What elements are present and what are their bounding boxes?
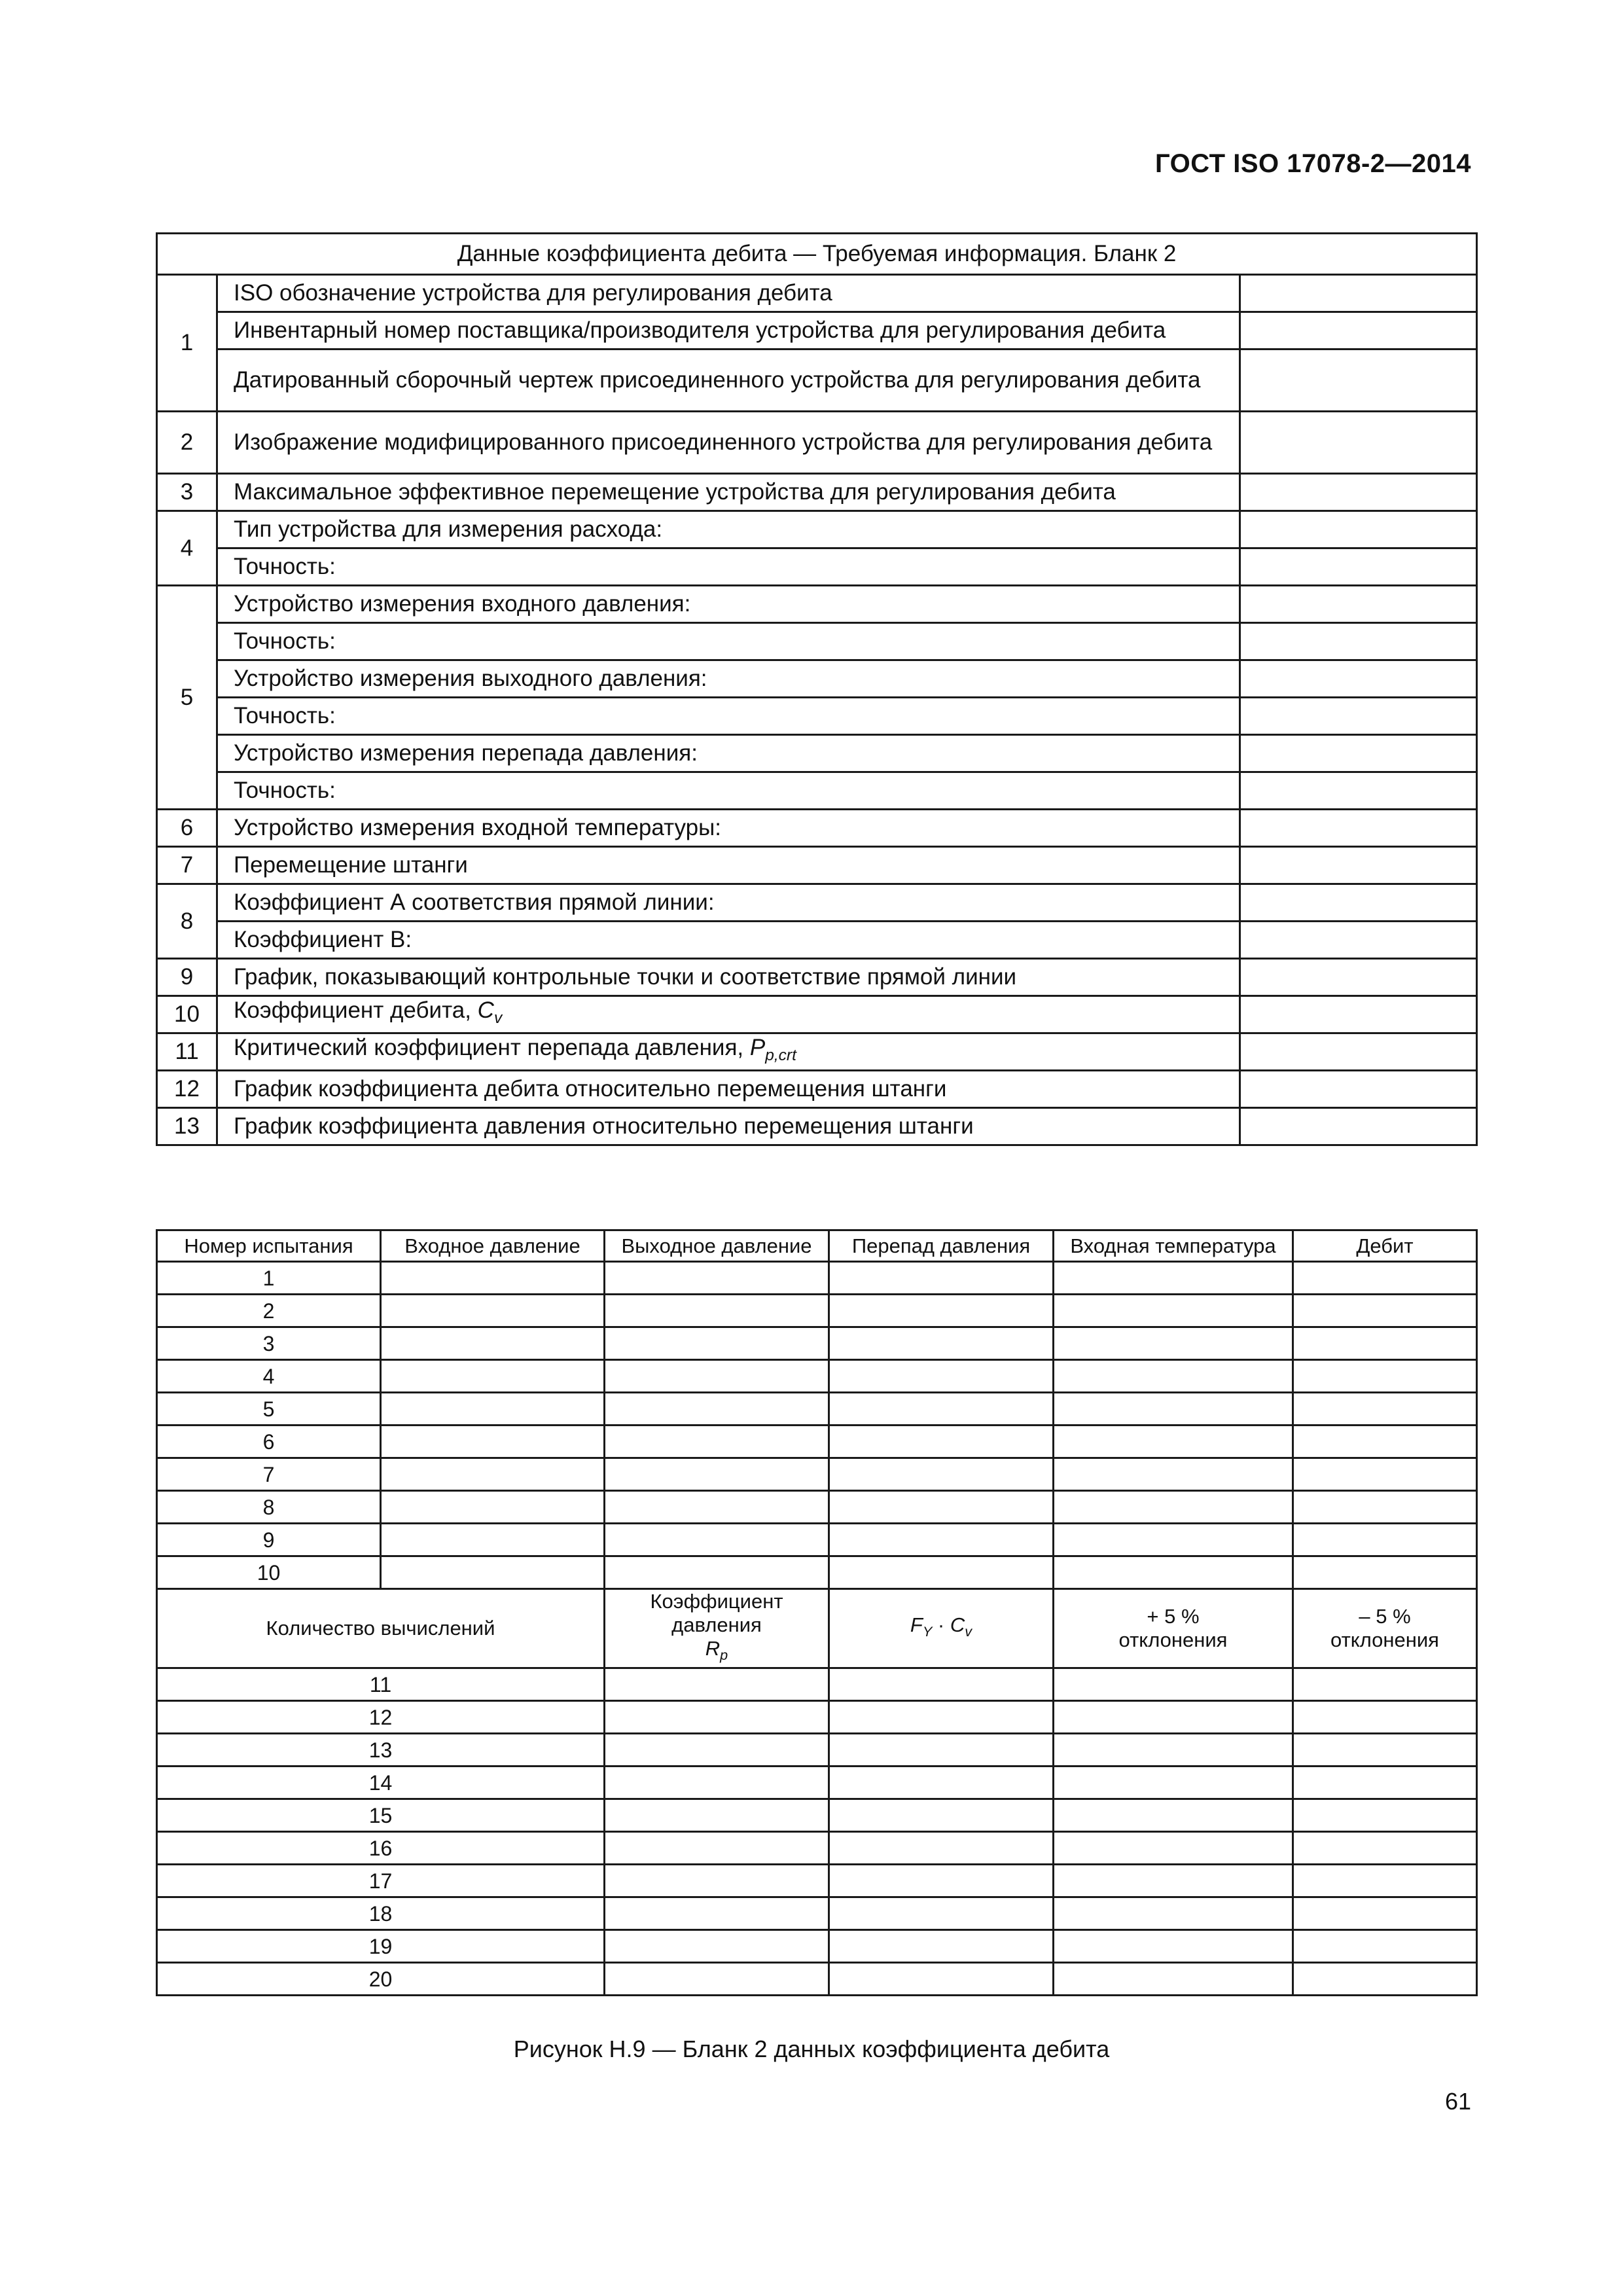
calc-number: 16 <box>157 1832 605 1865</box>
test-number: 6 <box>157 1426 381 1458</box>
figure-caption: Рисунок Н.9 — Бланк 2 данных коэффициента дебита <box>513 2036 1110 2062</box>
calc-number: 14 <box>157 1767 605 1799</box>
entry-field[interactable] <box>1240 884 1477 922</box>
form-row <box>157 1033 1477 1071</box>
entry-cell[interactable] <box>605 1734 829 1767</box>
entry-cell[interactable] <box>1293 1360 1477 1393</box>
entry-cell[interactable] <box>605 1491 829 1524</box>
entry-cell[interactable] <box>381 1262 605 1295</box>
test-number: 3 <box>157 1327 381 1360</box>
row-label: Датированный сборочный чертеж присоединенного устройства для регулирования дебита <box>217 350 1240 412</box>
row-label: Точность: <box>217 772 1240 810</box>
entry-field[interactable] <box>1240 412 1477 474</box>
entry-cell[interactable] <box>829 1701 1054 1734</box>
row-number: 1 <box>157 275 217 412</box>
entry-field[interactable] <box>1240 698 1477 735</box>
row-number: 6 <box>157 810 217 847</box>
form-row <box>157 623 1477 660</box>
form-row <box>157 996 1477 1033</box>
entry-cell[interactable] <box>381 1295 605 1327</box>
row-label: График коэффициента дебита относительно перемещения штанги <box>217 1071 1240 1108</box>
entry-cell[interactable] <box>1293 1734 1477 1767</box>
entry-cell[interactable] <box>605 1701 829 1734</box>
fy-cv-header <box>829 1589 1054 1668</box>
column-header: Выходное давление <box>605 1230 829 1262</box>
entry-cell[interactable] <box>381 1360 605 1393</box>
entry-cell[interactable] <box>1054 1524 1293 1556</box>
document-header: ГОСТ ISO 17078-2—2014 <box>1155 149 1471 178</box>
entry-cell[interactable] <box>605 1930 829 1963</box>
test-row <box>157 1262 1477 1295</box>
row-label: Коэффициент А соответствия прямой линии: <box>217 884 1240 922</box>
calc-row <box>157 1734 1477 1767</box>
entry-cell[interactable] <box>381 1556 605 1589</box>
cv-subscript: v <box>965 1623 972 1640</box>
row-number: 2 <box>157 412 217 474</box>
form-row <box>157 922 1477 959</box>
row-label: Устройство измерения выходного давления: <box>217 660 1240 698</box>
form-row <box>157 884 1477 922</box>
row-number: 11 <box>157 1033 217 1071</box>
calc-row <box>157 1930 1477 1963</box>
entry-field[interactable] <box>1240 996 1477 1033</box>
test-row <box>157 1393 1477 1426</box>
entry-cell[interactable] <box>1054 1393 1293 1426</box>
rp-symbol: R <box>705 1637 721 1660</box>
calc-header-row <box>157 1589 1477 1668</box>
entry-cell[interactable] <box>829 1556 1054 1589</box>
entry-cell[interactable] <box>1054 1360 1293 1393</box>
row-label: Тип устройства для измерения расхода: <box>217 511 1240 548</box>
entry-cell[interactable] <box>829 1767 1054 1799</box>
row-number: 3 <box>157 474 217 511</box>
entry-cell[interactable] <box>829 1930 1054 1963</box>
entry-cell[interactable] <box>1054 1491 1293 1524</box>
entry-cell[interactable] <box>1293 1262 1477 1295</box>
entry-cell[interactable] <box>1293 1963 1477 1996</box>
cv-symbol: C <box>950 1613 965 1636</box>
entry-field[interactable] <box>1240 1071 1477 1108</box>
column-header: Перепад давления <box>829 1230 1054 1262</box>
test-row <box>157 1360 1477 1393</box>
entry-cell[interactable] <box>829 1295 1054 1327</box>
entry-cell[interactable] <box>605 1767 829 1799</box>
test-row <box>157 1524 1477 1556</box>
entry-field[interactable] <box>1240 1033 1477 1071</box>
entry-cell[interactable] <box>1054 1963 1293 1996</box>
entry-cell[interactable] <box>1054 1556 1293 1589</box>
entry-cell[interactable] <box>605 1393 829 1426</box>
entry-cell[interactable] <box>381 1327 605 1360</box>
row-number: 4 <box>157 511 217 586</box>
row-label: Точность: <box>217 698 1240 735</box>
calc-row <box>157 1799 1477 1832</box>
entry-cell[interactable] <box>605 1556 829 1589</box>
test-number: 10 <box>157 1556 381 1589</box>
calc-number: 18 <box>157 1897 605 1930</box>
entry-cell[interactable] <box>605 1832 829 1865</box>
calc-row <box>157 1897 1477 1930</box>
form-row <box>157 275 1477 312</box>
rp-line1: Коэффициент <box>650 1590 783 1613</box>
form-row <box>157 698 1477 735</box>
entry-cell[interactable] <box>829 1327 1054 1360</box>
row-number: 10 <box>157 996 217 1033</box>
fy-dot: · <box>932 1613 950 1636</box>
entry-cell[interactable] <box>1054 1930 1293 1963</box>
entry-cell[interactable] <box>1054 1701 1293 1734</box>
entry-cell[interactable] <box>1054 1799 1293 1832</box>
entry-cell[interactable] <box>1293 1458 1477 1491</box>
column-header: Дебит <box>1293 1230 1477 1262</box>
test-number: 5 <box>157 1393 381 1426</box>
entry-cell[interactable] <box>381 1524 605 1556</box>
symbol-subscript: v <box>493 1009 503 1027</box>
plus-line2: отклонения <box>1118 1628 1228 1652</box>
calc-number: 11 <box>157 1668 605 1701</box>
entry-field[interactable] <box>1240 660 1477 698</box>
entry-cell[interactable] <box>1054 1458 1293 1491</box>
test-number: 2 <box>157 1295 381 1327</box>
test-row <box>157 1458 1477 1491</box>
entry-cell[interactable] <box>829 1360 1054 1393</box>
form-row <box>157 847 1477 884</box>
label-text: Коэффициент дебита, <box>234 997 478 1023</box>
entry-cell[interactable] <box>381 1491 605 1524</box>
entry-cell[interactable] <box>605 1295 829 1327</box>
entry-cell[interactable] <box>1293 1832 1477 1865</box>
entry-field[interactable] <box>1240 847 1477 884</box>
row-label: Максимальное эффективное перемещение устройства для регулирования дебита <box>217 474 1240 511</box>
entry-cell[interactable] <box>605 1524 829 1556</box>
entry-cell[interactable] <box>1293 1799 1477 1832</box>
plus-deviation-header <box>1054 1589 1293 1668</box>
entry-cell[interactable] <box>829 1734 1054 1767</box>
entry-cell[interactable] <box>1054 1327 1293 1360</box>
form-row <box>157 810 1477 847</box>
entry-cell[interactable] <box>1054 1734 1293 1767</box>
entry-field[interactable] <box>1240 735 1477 772</box>
row-number: 7 <box>157 847 217 884</box>
entry-cell[interactable] <box>829 1426 1054 1458</box>
entry-cell[interactable] <box>829 1262 1054 1295</box>
row-number: 12 <box>157 1071 217 1108</box>
pressure-coefficient-header <box>605 1589 829 1668</box>
row-label: Перемещение штанги <box>217 847 1240 884</box>
calc-number: 17 <box>157 1865 605 1897</box>
row-label: График коэффициента давления относительно перемещения штанги <box>217 1108 1240 1145</box>
test-number: 1 <box>157 1262 381 1295</box>
entry-cell[interactable] <box>605 1327 829 1360</box>
entry-cell[interactable] <box>829 1668 1054 1701</box>
entry-cell[interactable] <box>605 1865 829 1897</box>
calc-number: 20 <box>157 1963 605 1996</box>
entry-field[interactable] <box>1240 350 1477 412</box>
test-number: 4 <box>157 1360 381 1393</box>
calc-row <box>157 1767 1477 1799</box>
symbol: P <box>749 1035 766 1060</box>
entry-field[interactable] <box>1240 275 1477 312</box>
entry-cell[interactable] <box>829 1393 1054 1426</box>
calc-row <box>157 1963 1477 1996</box>
minus-deviation-header <box>1293 1589 1477 1668</box>
entry-cell[interactable] <box>829 1491 1054 1524</box>
entry-field[interactable] <box>1240 1108 1477 1145</box>
test-results-table <box>156 1229 1478 1996</box>
entry-cell[interactable] <box>1293 1668 1477 1701</box>
row-number: 13 <box>157 1108 217 1145</box>
calc-row <box>157 1832 1477 1865</box>
form-row <box>157 511 1477 548</box>
entry-cell[interactable] <box>605 1262 829 1295</box>
entry-cell[interactable] <box>1054 1668 1293 1701</box>
form-row <box>157 586 1477 623</box>
row-label: ISO обозначение устройства для регулирования дебита <box>217 275 1240 312</box>
column-header: Номер испытания <box>157 1230 381 1262</box>
calc-count-header: Количество вычислений <box>157 1589 605 1668</box>
entry-cell[interactable] <box>605 1799 829 1832</box>
minus-line2: отклонения <box>1330 1628 1439 1652</box>
form-row <box>157 1071 1477 1108</box>
entry-cell[interactable] <box>829 1897 1054 1930</box>
row-label: Точность: <box>217 548 1240 586</box>
row-label: Устройство измерения входной температуры: <box>217 810 1240 847</box>
calc-number: 15 <box>157 1799 605 1832</box>
calc-row <box>157 1701 1477 1734</box>
test-row <box>157 1491 1477 1524</box>
entry-cell[interactable] <box>1054 1865 1293 1897</box>
symbol-subscript: p,crt <box>765 1047 796 1064</box>
calc-row <box>157 1668 1477 1701</box>
row-label: Устройство измерения перепада давления: <box>217 735 1240 772</box>
row-label: Изображение модифицированного присоединенного устройства для регулирования дебита <box>217 412 1240 474</box>
rp-line2: давления <box>671 1613 762 1636</box>
rp-subscript: p <box>720 1647 728 1664</box>
entry-field[interactable] <box>1240 772 1477 810</box>
entry-cell[interactable] <box>381 1426 605 1458</box>
entry-cell[interactable] <box>1293 1897 1477 1930</box>
header-row <box>157 1230 1477 1262</box>
test-row <box>157 1426 1477 1458</box>
form-row <box>157 735 1477 772</box>
plus-line1: + 5 % <box>1147 1605 1200 1628</box>
entry-field[interactable] <box>1240 586 1477 623</box>
required-info-form <box>156 232 1478 1146</box>
entry-cell[interactable] <box>1293 1327 1477 1360</box>
form-row <box>157 959 1477 996</box>
form-title: Данные коэффициента дебита — Требуемая информация. Бланк 2 <box>157 234 1477 275</box>
row-label: Точность: <box>217 623 1240 660</box>
entry-cell[interactable] <box>1054 1767 1293 1799</box>
form-row <box>157 350 1477 412</box>
form-row <box>157 772 1477 810</box>
form-row <box>157 1108 1477 1145</box>
entry-field[interactable] <box>1240 548 1477 586</box>
row-label: График, показывающий контрольные точки и соответствие прямой линии <box>217 959 1240 996</box>
form-row <box>157 474 1477 511</box>
label-text: Критический коэффициент перепада давления, <box>234 1035 750 1060</box>
test-row <box>157 1556 1477 1589</box>
entry-cell[interactable] <box>605 1668 829 1701</box>
row-label: Инвентарный номер поставщика/производителя устройства для регулирования дебита <box>217 312 1240 350</box>
entry-field[interactable] <box>1240 312 1477 350</box>
test-row <box>157 1327 1477 1360</box>
row-number: 9 <box>157 959 217 996</box>
entry-cell[interactable] <box>605 1897 829 1930</box>
entry-field[interactable] <box>1240 810 1477 847</box>
entry-cell[interactable] <box>1293 1865 1477 1897</box>
entry-field[interactable] <box>1240 511 1477 548</box>
entry-cell[interactable] <box>1293 1393 1477 1426</box>
test-number: 9 <box>157 1524 381 1556</box>
entry-cell[interactable] <box>1054 1295 1293 1327</box>
entry-cell[interactable] <box>381 1458 605 1491</box>
entry-cell[interactable] <box>829 1963 1054 1996</box>
entry-cell[interactable] <box>1293 1701 1477 1734</box>
entry-cell[interactable] <box>605 1426 829 1458</box>
test-number: 7 <box>157 1458 381 1491</box>
entry-cell[interactable] <box>605 1360 829 1393</box>
entry-cell[interactable] <box>829 1458 1054 1491</box>
entry-cell[interactable] <box>605 1458 829 1491</box>
calc-number: 19 <box>157 1930 605 1963</box>
entry-cell[interactable] <box>1054 1897 1293 1930</box>
entry-cell[interactable] <box>829 1865 1054 1897</box>
entry-cell[interactable] <box>1293 1556 1477 1589</box>
column-header: Входная температура <box>1054 1230 1293 1262</box>
entry-cell[interactable] <box>1293 1767 1477 1799</box>
fy-subscript: Y <box>922 1623 933 1640</box>
form-row <box>157 412 1477 474</box>
entry-cell[interactable] <box>1293 1491 1477 1524</box>
row-label: Коэффициент В: <box>217 922 1240 959</box>
entry-field[interactable] <box>1240 623 1477 660</box>
row-number: 5 <box>157 586 217 810</box>
entry-field[interactable] <box>1240 959 1477 996</box>
column-header: Входное давление <box>381 1230 605 1262</box>
entry-field[interactable] <box>1240 474 1477 511</box>
calc-row <box>157 1865 1477 1897</box>
test-number: 8 <box>157 1491 381 1524</box>
entry-cell[interactable] <box>1293 1426 1477 1458</box>
entry-cell[interactable] <box>1293 1930 1477 1963</box>
entry-cell[interactable] <box>829 1832 1054 1865</box>
entry-cell[interactable] <box>1293 1524 1477 1556</box>
entry-cell[interactable] <box>1054 1426 1293 1458</box>
entry-cell[interactable] <box>1054 1262 1293 1295</box>
entry-cell[interactable] <box>381 1393 605 1426</box>
calc-number: 12 <box>157 1701 605 1734</box>
row-number: 8 <box>157 884 217 959</box>
row-label <box>217 1033 1240 1071</box>
calc-number: 13 <box>157 1734 605 1767</box>
row-label <box>217 996 1240 1033</box>
minus-line1: – 5 % <box>1359 1605 1411 1628</box>
test-row <box>157 1295 1477 1327</box>
fy-symbol: F <box>910 1613 923 1636</box>
form-row <box>157 548 1477 586</box>
row-label: Устройство измерения входного давления: <box>217 586 1240 623</box>
entry-cell[interactable] <box>605 1963 829 1996</box>
form-row <box>157 660 1477 698</box>
entry-cell[interactable] <box>829 1524 1054 1556</box>
page-number: 61 <box>1444 2088 1471 2115</box>
entry-field[interactable] <box>1240 922 1477 959</box>
entry-cell[interactable] <box>829 1799 1054 1832</box>
symbol: C <box>477 997 494 1023</box>
entry-cell[interactable] <box>1293 1295 1477 1327</box>
entry-cell[interactable] <box>1054 1832 1293 1865</box>
form-row <box>157 312 1477 350</box>
